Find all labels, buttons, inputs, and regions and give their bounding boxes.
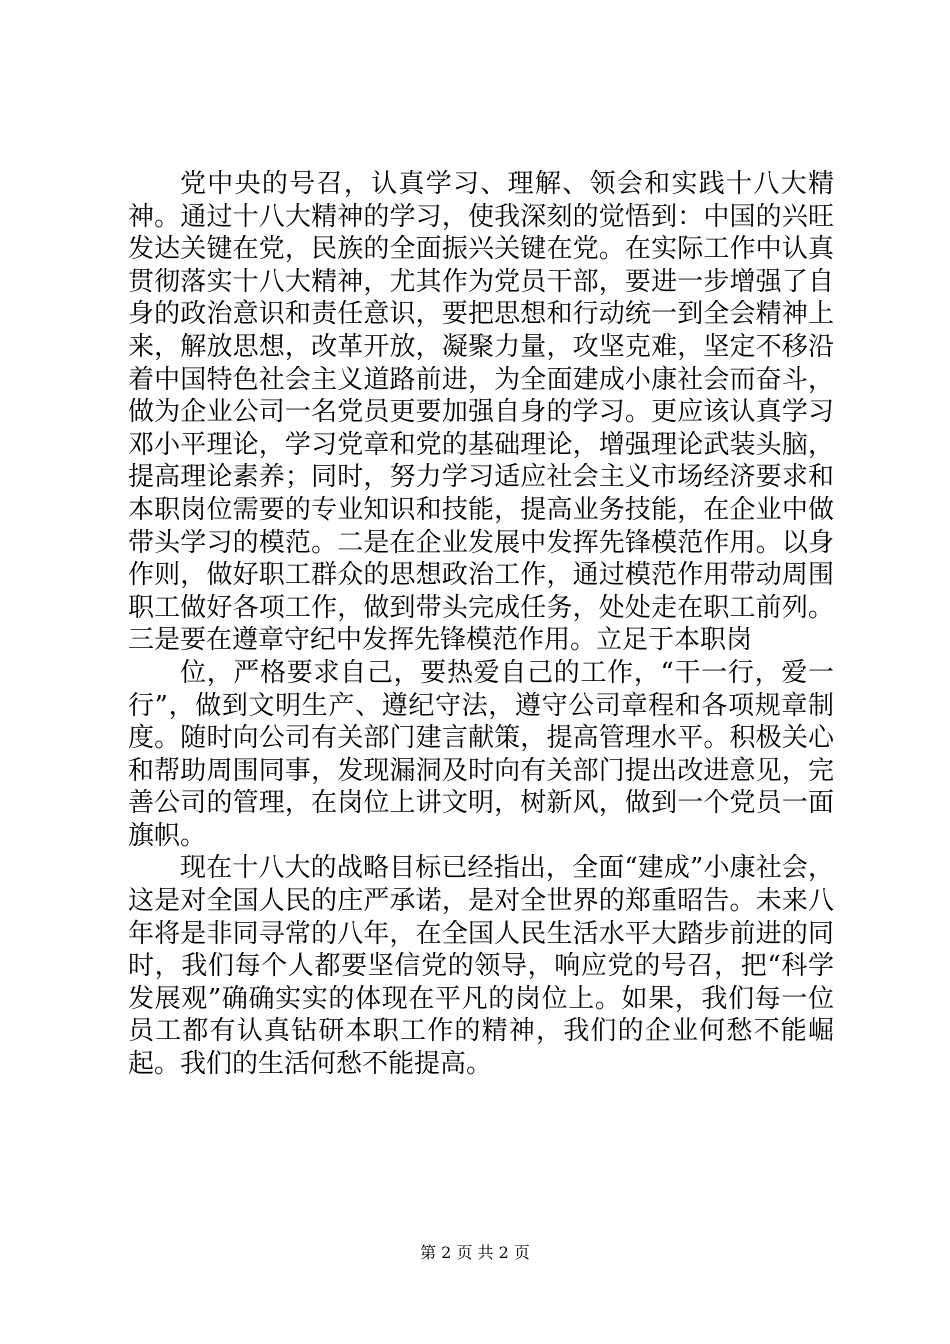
page-footer [0,1243,950,1263]
document-body [128,168,834,1081]
page-number: 第 2 页 共 2 页 [420,1243,530,1262]
paragraph-1: 党中央的号召，认真学习、理解、领会和实践十八大精神。通过十八大精神的学习，使我深刻的觉悟到：中国的兴旺发达关键在党，民族的全面振兴关键在党。在实际工作中认真贯彻落实十八大精神，尤其作为党员干部，要进一步增强了自身的政治意识和责任意识，要把思想和行动统一到全会精神上来，解放思想，改革开放，凝聚力量，攻坚克难，坚定不移沿着中国特色社会主义道路前进，为全面建成小康社会而奋斗，做为企业公司一名党员更要加强自身的学习。更应该认真学习邓小平理论，学习党章和党的基础理论，增强理论武装头脑，提高理论素养；同时，努力学习适应社会主义市场经济要求和本职岗位需要的专业知识和技能，提高业务技能，在企业中做带头学习的模范。二是在企业发展中发挥先锋模范作用。以身作则，做好职工群众的思想政治工作，通过模范作用带动周围职工做好各项工作，做到带头完成任务，处处走在职工前列。三是要在遵章守纪中发挥先锋模范作用。立足于本职岗 [128,169,834,656]
paragraph-2: 位，严格要求自己，要热爱自己的工作，“干一行，爱一行”，做到文明生产、遵纪守法，遵守公司章程和各项规章制度。随时向公司有关部门建言献策，提高管理水平。积极关心和帮助周围同事，发现漏洞及时向有关部门提出改进意见，完善公司的管理，在岗位上讲文明，树新风，做到一个党员一面旗帜。 [128,657,834,851]
paragraph-3: 现在十八大的战略目标已经指出，全面“建成”小康社会，这是对全国人民的庄严承诺，是对全世界的郑重昭告。未来八年将是非同寻常的八年，在全国人民生活水平大踏步前进的同时，我们每个人都要坚信党的领导，响应党的号召，把“科学发展观”确确实实的体现在平凡的岗位上。如果，我们每一位员工都有认真钻研本职工作的精神，我们的企业何愁不能崛起。我们的生活何愁不能提高。 [128,853,834,1080]
